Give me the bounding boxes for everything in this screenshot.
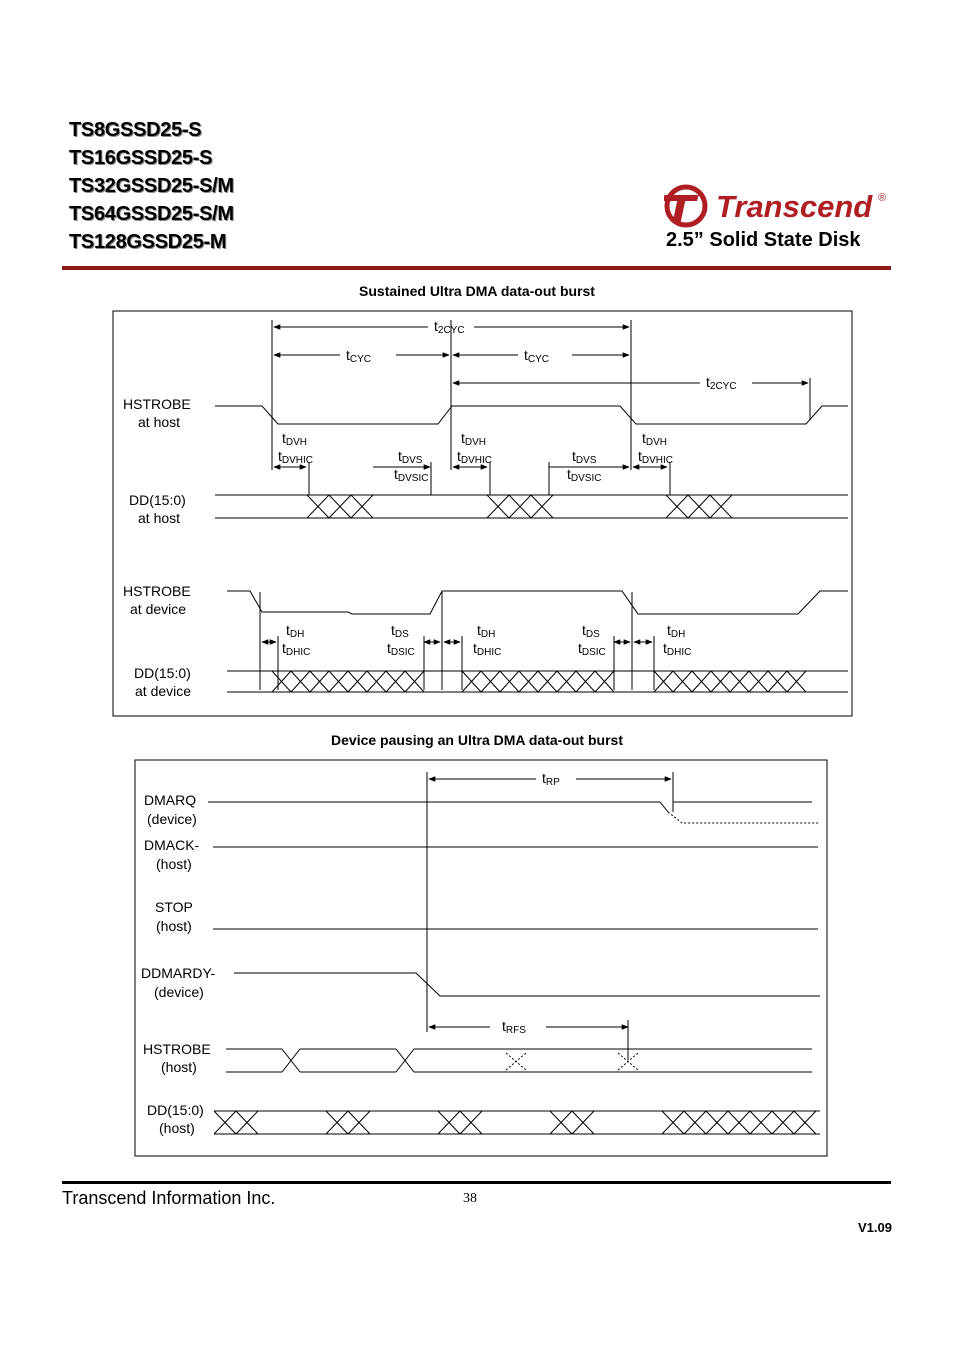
diagram1-caption: Sustained Ultra DMA data-out burst (359, 283, 595, 299)
timing-label: tDSIC (578, 640, 606, 658)
timing-label: tDH (667, 622, 686, 640)
signal-label: DD(15:0) (147, 1102, 204, 1118)
timing-label: tDVHIC (278, 448, 314, 466)
timing-label: t2CYC (706, 374, 737, 392)
timing-label: tDSIC (387, 640, 415, 658)
brand-name: Transcend (716, 189, 873, 224)
signal-label: DMACK- (144, 837, 200, 853)
timing-label: tCYC (524, 347, 550, 365)
timing-label: tDVSIC (394, 466, 429, 484)
dd-host-bus (215, 495, 848, 518)
signal-sublabel: at host (138, 510, 181, 526)
model-name: TS128GSSD25-M (69, 231, 227, 253)
signal-sublabel: (device) (147, 811, 197, 827)
product-subtitle: 2.5” Solid State Disk (666, 229, 861, 251)
hstrobe-waveform (226, 1049, 812, 1072)
dd-host-bus-2 (214, 1111, 820, 1134)
timing-label: tRFS (502, 1018, 526, 1036)
signal-label: DDMARDY- (141, 965, 216, 981)
model-name: TS16GSSD25-S (69, 147, 213, 169)
diagram2-frame (135, 760, 827, 1156)
dmarq-waveform (208, 802, 668, 812)
diagram2-caption: Device pausing an Ultra DMA data-out burst (331, 732, 623, 748)
footer-company: Transcend Information Inc. (62, 1188, 276, 1208)
signal-label: DD(15:0) (129, 492, 186, 508)
signal-sublabel: at device (135, 683, 192, 699)
dd-device-bus (227, 671, 848, 692)
signal-label: HSTROBE (123, 396, 191, 412)
model-name: TS8GSSD25-S (69, 119, 202, 141)
timing-label: tDVS (572, 448, 597, 466)
signal-sublabel: (host) (156, 856, 192, 872)
signal-label: HSTROBE (123, 583, 191, 599)
signal-label: DMARQ (144, 792, 197, 808)
document-version: V1.09 (858, 1220, 892, 1235)
signal-sublabel: at device (130, 601, 187, 617)
page-number: 38 (463, 1191, 477, 1206)
timing-label: tDHIC (473, 640, 502, 658)
hstrobe-host-waveform (215, 406, 848, 424)
signal-sublabel: (device) (154, 984, 204, 1000)
timing-label: tDHIC (282, 640, 311, 658)
model-name: TS32GSSD25-S/M (69, 175, 234, 197)
timing-label: tDH (477, 622, 496, 640)
timing-label: tDVH (642, 430, 668, 448)
diagram2-labels (141, 770, 560, 1136)
signal-label: STOP (155, 899, 193, 915)
timing-label: tCYC (346, 347, 372, 365)
registered-mark: ® (878, 192, 887, 204)
timing-label: tDVHIC (638, 448, 674, 466)
footer-rule (62, 1181, 891, 1184)
hstrobe-device-waveform (227, 591, 848, 614)
timing-label: t2CYC (434, 318, 465, 336)
timing-label: tDS (391, 622, 409, 640)
timing-label: tDVS (398, 448, 423, 466)
timing-label: tDVH (282, 430, 308, 448)
timing-label: tDVHIC (457, 448, 493, 466)
model-name: TS64GSSD25-S/M (69, 203, 234, 225)
signal-sublabel: (host) (159, 1120, 195, 1136)
signal-sublabel: at host (138, 414, 181, 430)
signal-label: HSTROBE (143, 1041, 211, 1057)
signal-sublabel: (host) (161, 1059, 197, 1075)
diagram2 (135, 760, 827, 1156)
timing-label: tDVSIC (567, 466, 602, 484)
timing-label: tDH (286, 622, 305, 640)
timing-label: tDHIC (663, 640, 692, 658)
timing-label: tDVH (461, 430, 487, 448)
signal-label: DD(15:0) (134, 665, 191, 681)
timing-label: tRP (542, 770, 560, 788)
ddmardy-waveform (234, 973, 820, 996)
signal-sublabel: (host) (156, 918, 192, 934)
timing-label: tDS (582, 622, 600, 640)
